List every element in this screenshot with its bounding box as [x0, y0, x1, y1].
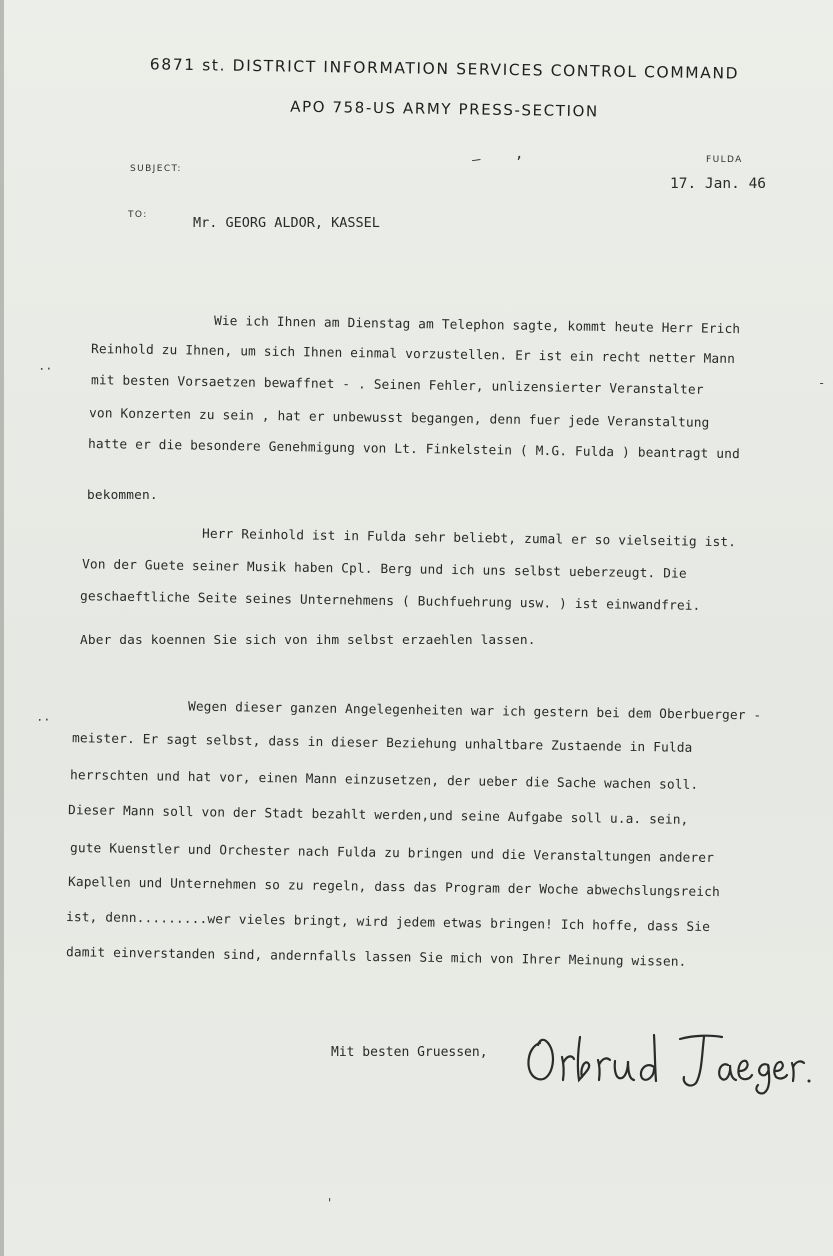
- body-line: hatte er die besondere Genehmigung von Lt. Finkelstein ( M.G. Fulda ) beantragt und: [87, 436, 740, 463]
- place-label: FULDA: [706, 155, 743, 165]
- closing: Mit besten Gruessen,: [331, 1045, 488, 1060]
- page-edge-shadow: [0, 0, 4, 1256]
- body-line: meister. Er sagt selbst, dass in dieser Beziehung unhaltbare Zustaende in Fulda: [71, 731, 693, 756]
- body-line: geschaeftliche Seite seines Unternehmens ( Buchfuehrung usw. ) ist einwandfrei.: [79, 589, 701, 614]
- body-line: mit besten Vorsaetzen bewaffnet - . Seinen Fehler, unlizensierter Veranstalter: [90, 373, 704, 398]
- body-line: Von der Guete seiner Musik haben Cpl. Berg und ich uns selbst ueberzeugt. Die: [81, 557, 687, 582]
- to-label: TO:: [128, 210, 148, 220]
- stray-tick: ,: [515, 146, 524, 162]
- body-line: Wie ich Ihnen am Dienstag am Telephon sagte, kommt heute Herr Erich: [213, 313, 741, 338]
- margin-mark: -: [818, 376, 826, 390]
- body-line: damit einverstanden sind, andernfalls lassen Sie mich von Ihrer Meinung wissen.: [65, 945, 687, 970]
- body-line: Wegen dieser ganzen Angelegenheiten war ich gestern bei dem Oberbuerger -: [187, 699, 762, 724]
- stray-mark: —: [470, 151, 482, 169]
- body-line: Herr Reinhold ist in Fulda sehr beliebt, zumal er so vielseitig ist.: [201, 526, 737, 551]
- margin-mark: ⋅·: [36, 713, 51, 727]
- recipient: Mr. GEORG ALDOR, KASSEL: [193, 215, 380, 231]
- margin-mark: ⋅·: [38, 362, 53, 376]
- handwritten-signature: [522, 1025, 812, 1095]
- body-line: gute Kuenstler und Orchester nach Fulda zu bringen und die Veranstaltungen anderer: [69, 840, 715, 867]
- letterhead-line-1: 6871 st. DISTRICT INFORMATION SERVICES CONTROL COMMAND: [149, 55, 740, 83]
- margin-mark: ': [326, 1196, 334, 1210]
- subject-label: SUBJECT:: [130, 164, 182, 174]
- body-line: bekommen.: [87, 488, 158, 503]
- body-line: Kapellen und Unternehmen so zu regeln, dass das Program der Woche abwechslungsreich: [67, 874, 720, 901]
- body-line: Reinhold zu Ihnen, um sich Ihnen einmal vorzustellen. Er ist ein recht netter Mann: [90, 341, 736, 368]
- body-line: herrschten und hat vor, einen Mann einzusetzen, der ueber die Sache wachen soll.: [69, 768, 699, 793]
- body-line: ist, denn.........wer vieles bringt, wird jedem etwas bringen! Ich hoffe, dass Sie: [65, 909, 711, 936]
- body-line: Aber das koennen Sie sich von ihm selbst erzaehlen lassen.: [80, 633, 536, 648]
- body-line: Dieser Mann soll von der Stadt bezahlt werden,und seine Aufgabe soll u.a. sein,: [67, 803, 689, 828]
- body-line: von Konzerten zu sein , hat er unbewusst begangen, denn fuer jede Veranstaltung: [88, 406, 710, 431]
- letter-date: 17. Jan. 46: [670, 176, 767, 192]
- letterhead-line-2: APO 758-US ARMY PRESS-SECTION: [290, 97, 599, 121]
